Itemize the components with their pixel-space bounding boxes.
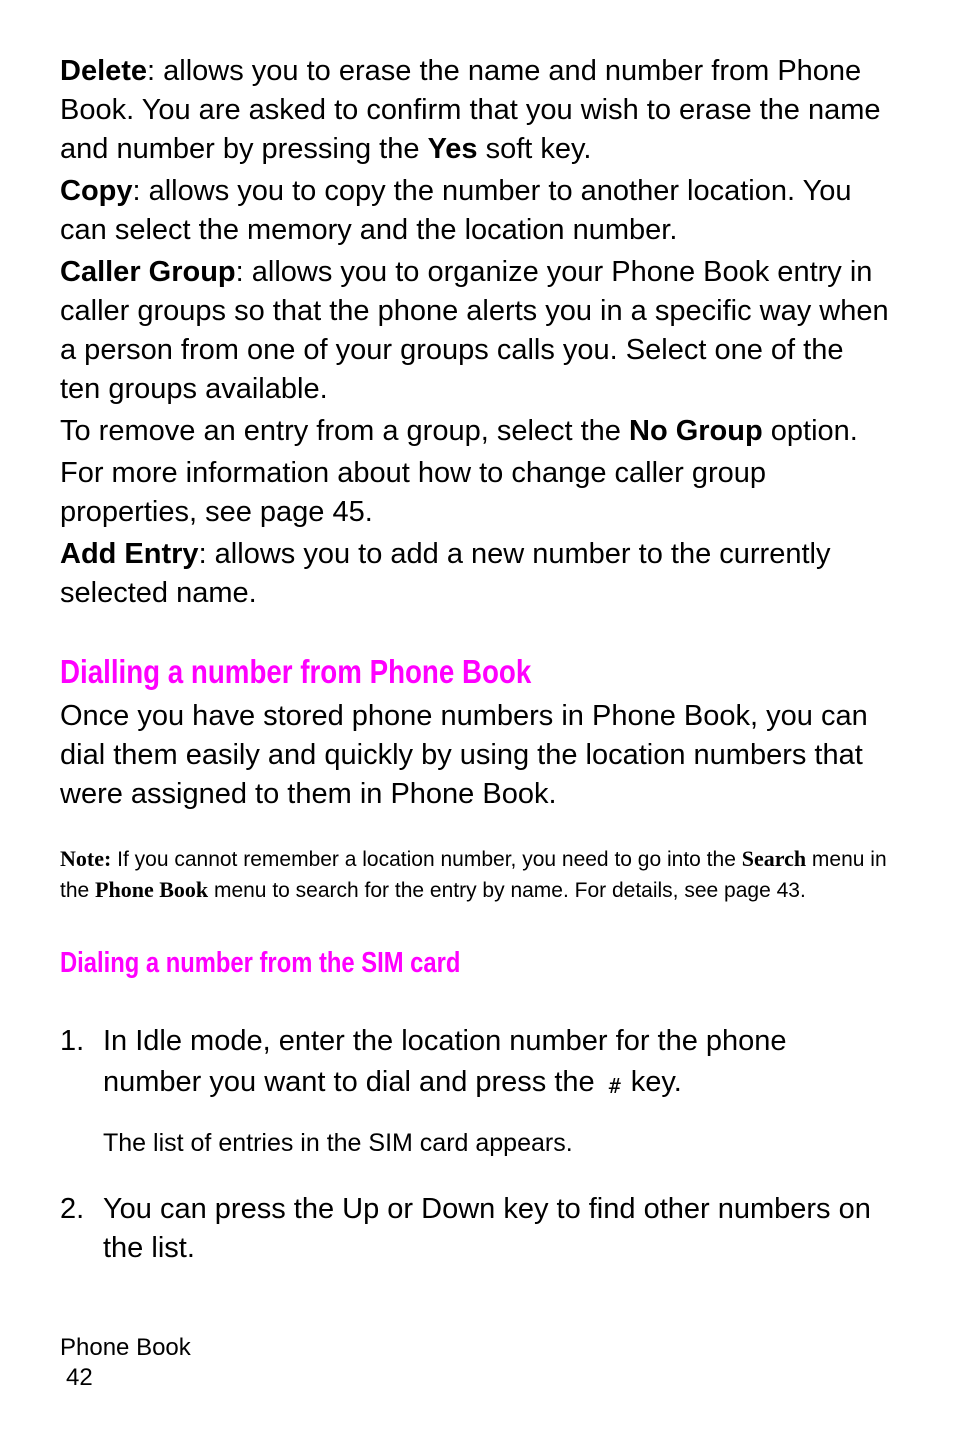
- step-2: 2. You can press the Up or Down key to find other numbers on the list.: [60, 1190, 890, 1268]
- copy-term: Copy: [60, 175, 133, 207]
- page-content: [60, 52, 890, 1268]
- remove-entry-paragraph: To remove an entry from a group, select the No Group option.: [60, 415, 858, 447]
- note-block: Note: If you cannot remember a location number, you need to go into the Search menu in the Phone Book menu to search for the entry by name. For details, see page 43.: [60, 846, 887, 902]
- yes-key-label: Yes: [427, 133, 478, 165]
- section-intro: Once you have stored phone numbers in Phone Book, you can dial them easily and quickly by using the location numbers that were assigned to them in Phone Book.: [60, 700, 868, 810]
- search-menu-name: Search: [741, 846, 807, 871]
- no-group-label: No Group: [629, 415, 763, 447]
- add-entry-term: Add Entry: [60, 538, 199, 570]
- step-1-result: The list of entries in the SIM card appears.: [103, 1129, 573, 1157]
- note-label: Note:: [60, 846, 112, 871]
- delete-term: Delete: [60, 55, 148, 87]
- phone-book-menu-name: Phone Book: [95, 877, 209, 902]
- footer-section-title: Phone Book: [60, 1334, 191, 1361]
- step-1: 1. In Idle mode, enter the location number for the phone number you want to dial and press the # key.: [60, 1021, 890, 1105]
- subsection-heading: Dialing a number from the SIM card: [60, 947, 461, 979]
- caller-group-term: Caller Group: [60, 256, 236, 288]
- copy-description: Copy: allows you to copy the number to another location. You can select the memory and the location number.: [60, 175, 852, 246]
- more-info-paragraph: For more information about how to change caller group properties, see page 45.: [60, 457, 767, 528]
- step-number: 2.: [60, 1193, 85, 1225]
- add-entry-description: Add Entry: allows you to add a new number to the currently selected name.: [60, 538, 831, 609]
- step-number: 1.: [60, 1025, 85, 1057]
- delete-description: Delete: allows you to erase the name and number from Phone Book. You are asked to confirm that you wish to erase the name and number by pressing the Yes soft key.: [60, 55, 881, 165]
- page-footer: [60, 1333, 191, 1393]
- caller-group-description: Caller Group: allows you to organize your Phone Book entry in caller groups so that the phone alerts you in a specific way when a person from one of your groups calls you. Select one of the ten groups available.: [60, 256, 889, 405]
- hash-key-icon: #: [608, 1074, 621, 1098]
- section-heading: Dialling a number from Phone Book: [60, 653, 532, 690]
- page-number: 42: [66, 1364, 93, 1391]
